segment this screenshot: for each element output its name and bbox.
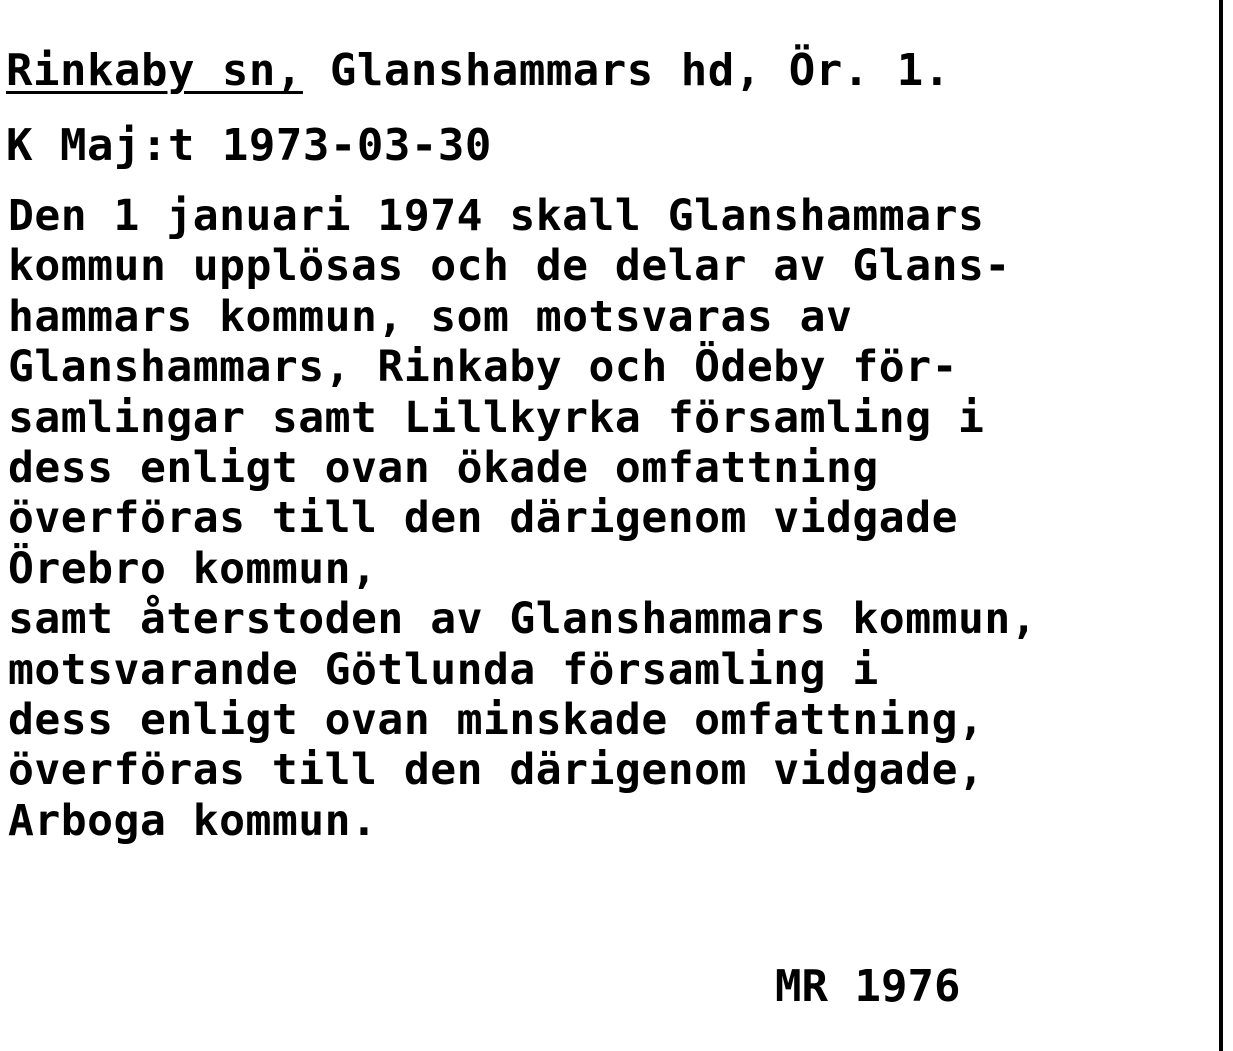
card-body	[8, 191, 1213, 846]
body-line: överföras till den därigenom vidgade,	[8, 745, 985, 796]
decision-date: K Maj:t 1973-03-30	[6, 120, 492, 171]
body-line: samt återstoden av Glanshammars kommun,	[8, 594, 1038, 645]
signature-initials: MR 1976	[775, 961, 961, 1012]
body-line: kommun upplösas och de delar av Glans-	[8, 241, 1011, 292]
card-heading	[6, 46, 951, 96]
body-line: Arboga kommun.	[8, 795, 378, 846]
body-line: dess enligt ovan ökade omfattning	[8, 442, 879, 493]
body-line: Glanshammars, Rinkaby och Ödeby för-	[8, 342, 958, 393]
body-line: dess enligt ovan minskade omfattning,	[8, 694, 985, 745]
district-reference: Glanshammars hd, Ör. 1.	[302, 45, 951, 96]
body-line: överföras till den därigenom vidgade	[8, 493, 958, 544]
parish-name: Rinkaby sn,	[6, 45, 303, 96]
body-line: Örebro kommun,	[8, 543, 378, 594]
card-edge-border	[1219, 0, 1223, 1051]
body-line: hammars kommun, som motsvaras av	[8, 291, 853, 342]
body-line: Den 1 januari 1974 skall Glanshammars	[8, 191, 985, 241]
body-line: motsvarande Götlunda församling i	[8, 644, 879, 695]
body-line: samlingar samt Lillkyrka församling i	[8, 392, 985, 443]
